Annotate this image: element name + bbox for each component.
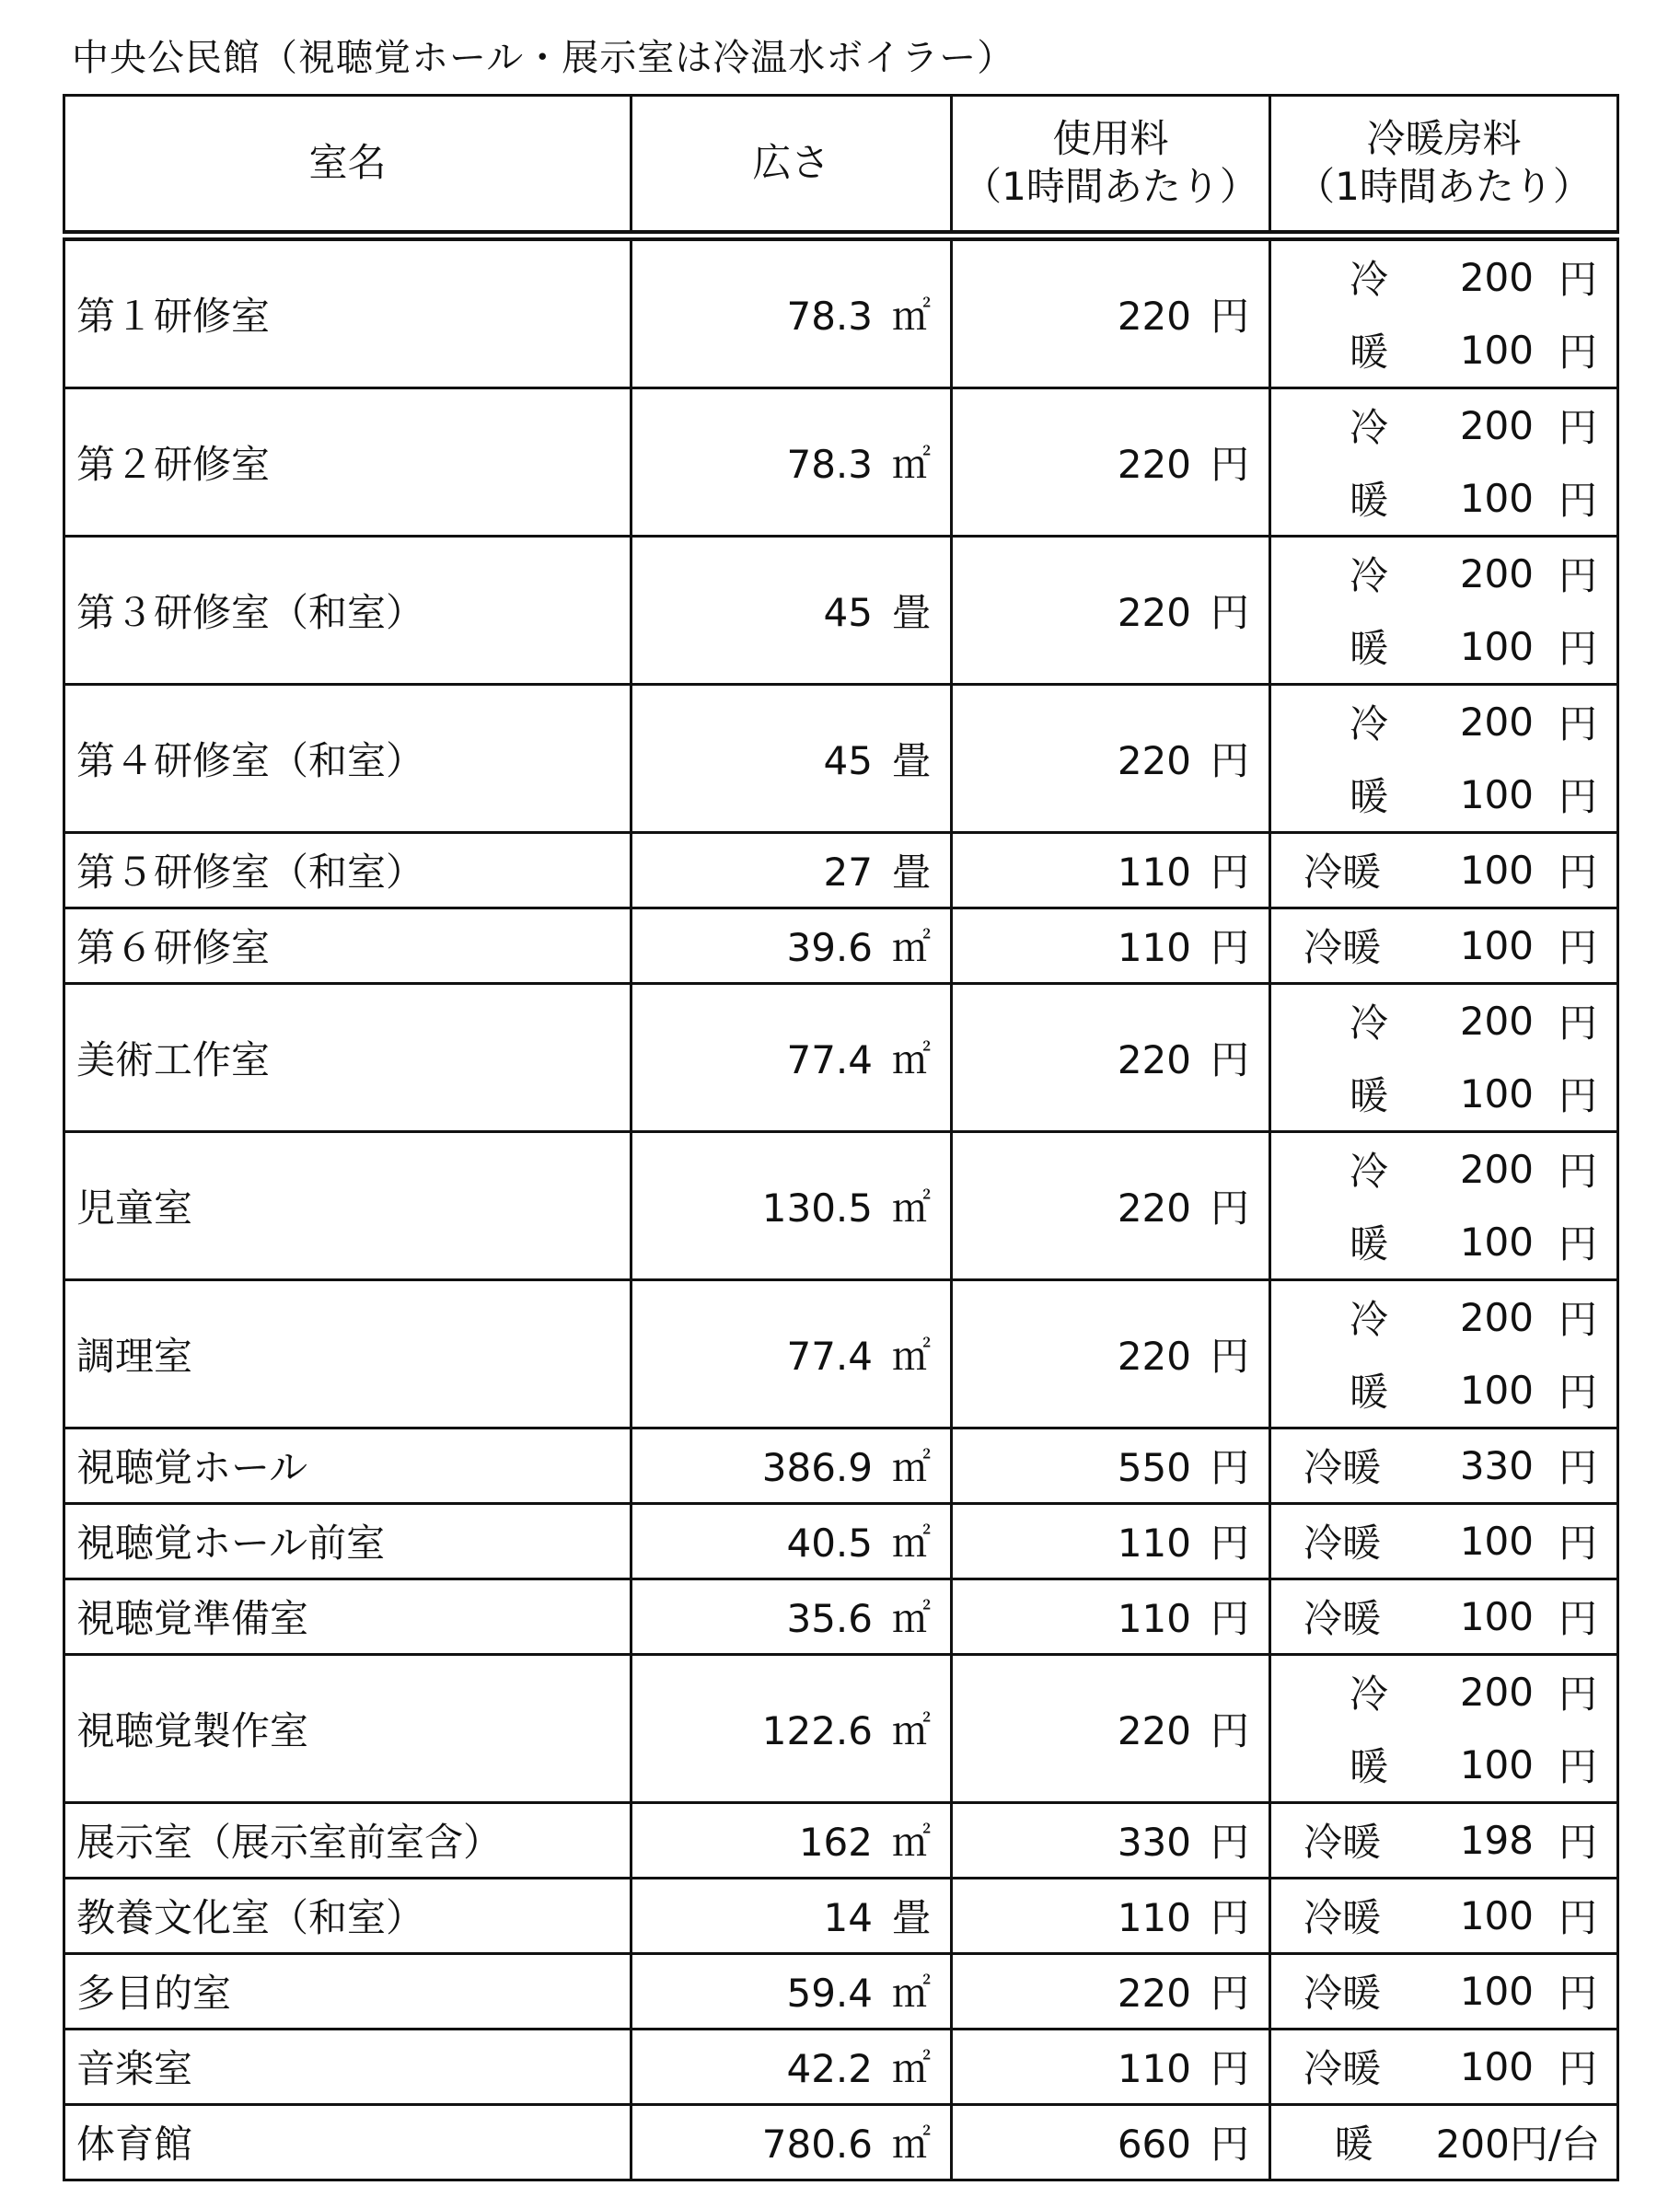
room-name: 視聴覚ホール前室 — [64, 1503, 631, 1579]
hvac-lines — [1271, 1656, 1616, 1801]
table-row — [64, 2104, 1618, 2180]
hvac-fee — [1270, 536, 1618, 684]
room-name: 視聴覚準備室 — [64, 1579, 631, 1654]
fee-unit: 円 — [1210, 1521, 1249, 1566]
area-unit: ㎡ — [891, 925, 931, 970]
hvac-line — [1271, 1281, 1616, 1354]
room-name: 教養文化室（和室） — [64, 1878, 631, 1953]
hvac-lines — [1271, 2030, 1616, 2103]
hvac-line — [1271, 686, 1616, 758]
room-name: 展示室（展示室前室含） — [64, 1802, 631, 1878]
hvac-lines — [1271, 834, 1616, 907]
area-value: 42.2 — [786, 2046, 873, 2091]
hvac-line — [1271, 538, 1616, 610]
hvac-fee — [1270, 236, 1618, 388]
fee-value: 220 — [1117, 1971, 1191, 2016]
hvac-line — [1271, 1656, 1616, 1729]
room-area — [631, 2104, 952, 2180]
fee-unit: 円 — [1210, 2046, 1249, 2091]
fee-unit: 円 — [1210, 1445, 1249, 1490]
fee-unit: 円 — [1210, 2122, 1249, 2167]
header-fee — [952, 96, 1270, 236]
hvac-amount: 200 — [1459, 998, 1534, 1044]
usage-fee — [952, 1131, 1270, 1279]
table-row — [64, 536, 1618, 684]
area-unit: ㎡ — [891, 293, 931, 339]
usage-fee — [952, 1953, 1270, 2029]
table-row — [64, 983, 1618, 1131]
hvac-label: 冷 — [1350, 1149, 1389, 1194]
fee-value: 220 — [1117, 1185, 1191, 1231]
fee-unit: 円 — [1210, 293, 1249, 339]
hvac-unit: 円 — [1558, 1370, 1597, 1415]
hvac-amount: 100 — [1459, 2043, 1534, 2089]
hvac-amount: 100 — [1459, 1741, 1534, 1787]
hvac-lines — [1271, 241, 1616, 387]
hvac-line — [1271, 462, 1616, 535]
hvac-line — [1271, 1354, 1616, 1427]
room-name: 体育館 — [64, 2104, 631, 2180]
page-title: 中央公民館（視聴覚ホール・展示室は冷温水ボイラー） — [72, 37, 1015, 79]
hvac-unit: 円 — [1558, 1744, 1597, 1789]
area-unit: 畳 — [891, 589, 931, 635]
hvac-unit: 円 — [1558, 701, 1597, 746]
room-name: 音楽室 — [64, 2029, 631, 2104]
table-row — [64, 236, 1618, 388]
usage-fee — [952, 832, 1270, 908]
header-name: 室名 — [64, 96, 631, 236]
hvac-label: 暖 — [1350, 1370, 1389, 1415]
hvac-unit: 円 — [1558, 1596, 1597, 1641]
area-value: 59.4 — [786, 1971, 873, 2016]
table-row — [64, 1953, 1618, 2029]
fee-value: 110 — [1117, 850, 1191, 895]
fee-unit: 円 — [1210, 441, 1249, 487]
table-row — [64, 1428, 1618, 1503]
hvac-amount: 200 — [1459, 1146, 1534, 1192]
fee-value: 110 — [1117, 925, 1191, 970]
header-hvac-line1: 冷暖房料 — [1366, 116, 1522, 162]
hvac-unit: 円 — [1558, 405, 1597, 450]
hvac-unit: 円 — [1558, 925, 1597, 970]
room-area — [631, 1131, 952, 1279]
hvac-fee — [1270, 1953, 1618, 2029]
room-name: 第５研修室（和室） — [64, 832, 631, 908]
hvac-label: 冷暖 — [1303, 1445, 1382, 1490]
hvac-line — [1271, 758, 1616, 831]
hvac-fee — [1270, 2104, 1618, 2180]
area-unit: ㎡ — [891, 1445, 931, 1490]
header-hvac — [1270, 96, 1618, 236]
room-name: 視聴覚製作室 — [64, 1654, 631, 1802]
hvac-fee — [1270, 1654, 1618, 1802]
hvac-lines — [1271, 2106, 1616, 2179]
fee-value: 220 — [1117, 737, 1191, 783]
hvac-line — [1271, 1505, 1616, 1578]
usage-fee — [952, 236, 1270, 388]
room-area — [631, 1503, 952, 1579]
header-hvac-line2: （1時間あたり） — [1296, 164, 1592, 210]
hvac-amount: 100 — [1459, 771, 1534, 817]
area-unit: ㎡ — [891, 441, 931, 487]
table-row — [64, 1802, 1618, 1878]
hvac-fee — [1270, 2029, 1618, 2104]
hvac-unit: 円 — [1558, 1895, 1597, 1940]
area-unit: ㎡ — [891, 1707, 931, 1753]
area-value: 122.6 — [761, 1707, 873, 1753]
usage-fee — [952, 536, 1270, 684]
area-value: 77.4 — [786, 1333, 873, 1379]
hvac-lines — [1271, 1281, 1616, 1427]
area-value: 35.6 — [786, 1596, 873, 1641]
hvac-fee — [1270, 1802, 1618, 1878]
hvac-lines — [1271, 1429, 1616, 1502]
hvac-lines — [1271, 389, 1616, 535]
area-value: 162 — [798, 1820, 873, 1865]
header-row — [64, 96, 1618, 236]
usage-fee — [952, 2104, 1270, 2180]
fee-unit: 円 — [1210, 1971, 1249, 2016]
hvac-line — [1271, 1133, 1616, 1206]
area-value: 780.6 — [761, 2122, 873, 2167]
hvac-line — [1271, 834, 1616, 907]
area-value: 14 — [823, 1895, 873, 1940]
room-area — [631, 1279, 952, 1428]
hvac-unit: 円 — [1558, 257, 1597, 302]
table-body — [64, 236, 1618, 2180]
hvac-line — [1271, 1955, 1616, 2028]
hvac-line — [1271, 241, 1616, 314]
hvac-lines — [1271, 686, 1616, 831]
hvac-lines — [1271, 1133, 1616, 1278]
hvac-amount: 200 — [1459, 402, 1534, 448]
area-unit: ㎡ — [891, 2046, 931, 2091]
hvac-unit: 円 — [1558, 1521, 1597, 1566]
hvac-lines — [1271, 985, 1616, 1130]
hvac-amount: 100 — [1459, 922, 1534, 968]
hvac-unit: 円 — [1558, 1297, 1597, 1342]
room-name: 第１研修室 — [64, 236, 631, 388]
hvac-line — [1271, 1879, 1616, 1952]
fee-unit: 円 — [1210, 1185, 1249, 1231]
fee-value: 330 — [1117, 1820, 1191, 1865]
hvac-unit: 円 — [1558, 1073, 1597, 1118]
hvac-lines — [1271, 1879, 1616, 1952]
area-value: 45 — [823, 589, 873, 635]
hvac-amount: 100 — [1459, 1968, 1534, 2014]
hvac-fee — [1270, 387, 1618, 536]
hvac-amount: 198 — [1459, 1817, 1534, 1863]
fee-value: 550 — [1117, 1445, 1191, 1490]
hvac-unit: 円 — [1558, 626, 1597, 671]
hvac-amount: 100 — [1459, 327, 1534, 373]
area-unit: ㎡ — [891, 1971, 931, 2016]
hvac-amount: 100 — [1459, 1593, 1534, 1639]
table-header — [64, 96, 1618, 236]
room-area — [631, 236, 952, 388]
room-area — [631, 1953, 952, 2029]
table-row — [64, 2029, 1618, 2104]
hvac-amount: 200 — [1459, 550, 1534, 596]
fee-value: 220 — [1117, 293, 1191, 339]
header-fee-line1: 使用料 — [1052, 116, 1169, 162]
fee-value: 220 — [1117, 589, 1191, 635]
area-value: 386.9 — [761, 1445, 873, 1490]
area-unit: ㎡ — [891, 2122, 931, 2167]
area-unit: ㎡ — [891, 1333, 931, 1379]
hvac-label: 暖 — [1350, 774, 1389, 819]
hvac-fee — [1270, 1428, 1618, 1503]
hvac-label: 冷 — [1350, 1671, 1389, 1717]
fee-unit: 円 — [1210, 1895, 1249, 1940]
room-name: 第３研修室（和室） — [64, 536, 631, 684]
table-row — [64, 387, 1618, 536]
fee-unit: 円 — [1210, 1036, 1249, 1082]
room-name: 児童室 — [64, 1131, 631, 1279]
hvac-label: 冷 — [1350, 553, 1389, 598]
hvac-line — [1271, 1580, 1616, 1653]
hvac-amount: 330 — [1459, 1442, 1534, 1488]
hvac-unit: 円 — [1558, 850, 1597, 895]
hvac-lines — [1271, 909, 1616, 982]
room-area — [631, 832, 952, 908]
hvac-amount: 100 — [1459, 1219, 1534, 1265]
hvac-fee — [1270, 1131, 1618, 1279]
hvac-label: 暖 — [1350, 478, 1389, 523]
hvac-line — [1271, 1804, 1616, 1877]
hvac-label: 冷暖 — [1303, 2046, 1382, 2091]
area-value: 27 — [823, 850, 873, 895]
area-unit: ㎡ — [891, 1036, 931, 1082]
hvac-amount: 100 — [1459, 1070, 1534, 1116]
hvac-fee — [1270, 908, 1618, 983]
room-area — [631, 1654, 952, 1802]
usage-fee — [952, 908, 1270, 983]
area-unit: ㎡ — [891, 1185, 931, 1231]
hvac-label: 冷 — [1350, 1297, 1389, 1342]
hvac-label: 暖 — [1334, 2122, 1373, 2167]
fee-unit: 円 — [1210, 1333, 1249, 1379]
hvac-unit: 円 — [1558, 1671, 1597, 1717]
hvac-fee — [1270, 832, 1618, 908]
hvac-line — [1271, 1206, 1616, 1278]
fee-unit: 円 — [1210, 850, 1249, 895]
room-name: 視聴覚ホール — [64, 1428, 631, 1503]
hvac-line — [1271, 2106, 1616, 2179]
hvac-line — [1271, 610, 1616, 683]
room-area — [631, 536, 952, 684]
table-row — [64, 908, 1618, 983]
hvac-label: 暖 — [1350, 626, 1389, 671]
table-row — [64, 684, 1618, 832]
usage-fee — [952, 1279, 1270, 1428]
hvac-fee — [1270, 1579, 1618, 1654]
hvac-line — [1271, 2030, 1616, 2103]
area-unit: ㎡ — [891, 1596, 931, 1641]
hvac-lines — [1271, 1580, 1616, 1653]
fee-value: 110 — [1117, 1521, 1191, 1566]
hvac-label: 冷暖 — [1303, 1521, 1382, 1566]
hvac-unit: 円 — [1558, 1149, 1597, 1194]
hvac-fee — [1270, 1503, 1618, 1579]
room-area — [631, 1802, 952, 1878]
hvac-line — [1271, 389, 1616, 462]
room-name: 第６研修室 — [64, 908, 631, 983]
hvac-label: 冷暖 — [1303, 1895, 1382, 1940]
fee-value: 220 — [1117, 1333, 1191, 1379]
hvac-lines — [1271, 1505, 1616, 1578]
hvac-label: 冷暖 — [1303, 850, 1382, 895]
hvac-amount: 100 — [1459, 847, 1534, 893]
area-value: 40.5 — [786, 1521, 873, 1566]
hvac-amount: 100 — [1459, 475, 1534, 521]
header-area: 広さ — [631, 96, 952, 236]
room-name: 多目的室 — [64, 1953, 631, 2029]
hvac-unit: 円 — [1558, 1971, 1597, 2016]
usage-fee — [952, 387, 1270, 536]
hvac-lines — [1271, 538, 1616, 683]
area-value: 77.4 — [786, 1036, 873, 1082]
room-area — [631, 1428, 952, 1503]
hvac-unit: 円 — [1558, 1221, 1597, 1266]
room-area — [631, 387, 952, 536]
usage-fee — [952, 1503, 1270, 1579]
hvac-amount: 200円/台 — [1435, 2122, 1600, 2167]
hvac-label: 暖 — [1350, 1221, 1389, 1266]
usage-fee — [952, 684, 1270, 832]
hvac-unit: 円 — [1558, 478, 1597, 523]
hvac-amount: 200 — [1459, 1294, 1534, 1340]
fee-unit: 円 — [1210, 1820, 1249, 1865]
table-row — [64, 1279, 1618, 1428]
area-value: 130.5 — [761, 1185, 873, 1231]
hvac-fee — [1270, 1279, 1618, 1428]
fee-table — [63, 94, 1619, 2181]
area-unit: 畳 — [891, 737, 931, 783]
hvac-line — [1271, 314, 1616, 387]
table-row — [64, 832, 1618, 908]
hvac-label: 暖 — [1350, 1744, 1389, 1789]
room-area — [631, 2029, 952, 2104]
hvac-unit: 円 — [1558, 1820, 1597, 1865]
fee-value: 110 — [1117, 1895, 1191, 1940]
room-area — [631, 983, 952, 1131]
fee-unit: 円 — [1210, 1707, 1249, 1753]
room-area — [631, 1579, 952, 1654]
hvac-lines — [1271, 1804, 1616, 1877]
hvac-label: 冷 — [1350, 1000, 1389, 1046]
hvac-fee — [1270, 1878, 1618, 1953]
area-value: 78.3 — [786, 293, 873, 339]
room-area — [631, 908, 952, 983]
table-row — [64, 1131, 1618, 1279]
usage-fee — [952, 1579, 1270, 1654]
hvac-label: 冷暖 — [1303, 1820, 1382, 1865]
fee-unit: 円 — [1210, 1596, 1249, 1641]
hvac-unit: 円 — [1558, 1000, 1597, 1046]
usage-fee — [952, 1802, 1270, 1878]
hvac-amount: 200 — [1459, 1669, 1534, 1715]
area-value: 39.6 — [786, 925, 873, 970]
hvac-label: 冷 — [1350, 257, 1389, 302]
hvac-unit: 円 — [1558, 553, 1597, 598]
room-area — [631, 1878, 952, 1953]
hvac-fee — [1270, 684, 1618, 832]
hvac-amount: 200 — [1459, 254, 1534, 300]
usage-fee — [952, 1878, 1270, 1953]
hvac-label: 冷暖 — [1303, 1971, 1382, 2016]
fee-value: 220 — [1117, 441, 1191, 487]
fee-unit: 円 — [1210, 925, 1249, 970]
fee-value: 110 — [1117, 2046, 1191, 2091]
usage-fee — [952, 2029, 1270, 2104]
hvac-unit: 円 — [1558, 330, 1597, 375]
hvac-label: 冷 — [1350, 405, 1389, 450]
room-name: 美術工作室 — [64, 983, 631, 1131]
area-value: 45 — [823, 737, 873, 783]
area-unit: 畳 — [891, 850, 931, 895]
fee-value: 660 — [1117, 2122, 1191, 2167]
table-row — [64, 1503, 1618, 1579]
table-row — [64, 1579, 1618, 1654]
hvac-unit: 円 — [1558, 2046, 1597, 2091]
area-value: 78.3 — [786, 441, 873, 487]
fee-unit: 円 — [1210, 589, 1249, 635]
area-unit: 畳 — [891, 1895, 931, 1940]
hvac-line — [1271, 1729, 1616, 1801]
hvac-line — [1271, 1429, 1616, 1502]
hvac-label: 暖 — [1350, 1073, 1389, 1118]
hvac-amount: 100 — [1459, 623, 1534, 669]
hvac-amount: 100 — [1459, 1518, 1534, 1564]
hvac-unit: 円 — [1558, 774, 1597, 819]
hvac-line — [1271, 1058, 1616, 1130]
hvac-label: 暖 — [1350, 330, 1389, 375]
hvac-label: 冷 — [1350, 701, 1389, 746]
hvac-label: 冷暖 — [1303, 925, 1382, 970]
room-area — [631, 684, 952, 832]
fee-value: 220 — [1117, 1036, 1191, 1082]
hvac-fee — [1270, 983, 1618, 1131]
hvac-amount: 100 — [1459, 1367, 1534, 1413]
hvac-label: 冷暖 — [1303, 1596, 1382, 1641]
table-row — [64, 1878, 1618, 1953]
usage-fee — [952, 1654, 1270, 1802]
table-row — [64, 1654, 1618, 1802]
hvac-lines — [1271, 1955, 1616, 2028]
hvac-amount: 100 — [1459, 1892, 1534, 1938]
area-unit: ㎡ — [891, 1820, 931, 1865]
header-fee-line2: （1時間あたり） — [963, 164, 1258, 210]
hvac-unit: 円 — [1558, 1445, 1597, 1490]
room-name: 第４研修室（和室） — [64, 684, 631, 832]
fee-value: 110 — [1117, 1596, 1191, 1641]
room-name: 第２研修室 — [64, 387, 631, 536]
area-unit: ㎡ — [891, 1521, 931, 1566]
room-name: 調理室 — [64, 1279, 631, 1428]
usage-fee — [952, 1428, 1270, 1503]
usage-fee — [952, 983, 1270, 1131]
fee-value: 220 — [1117, 1707, 1191, 1753]
hvac-line — [1271, 909, 1616, 982]
hvac-amount: 200 — [1459, 699, 1534, 745]
hvac-line — [1271, 985, 1616, 1058]
fee-unit: 円 — [1210, 737, 1249, 783]
